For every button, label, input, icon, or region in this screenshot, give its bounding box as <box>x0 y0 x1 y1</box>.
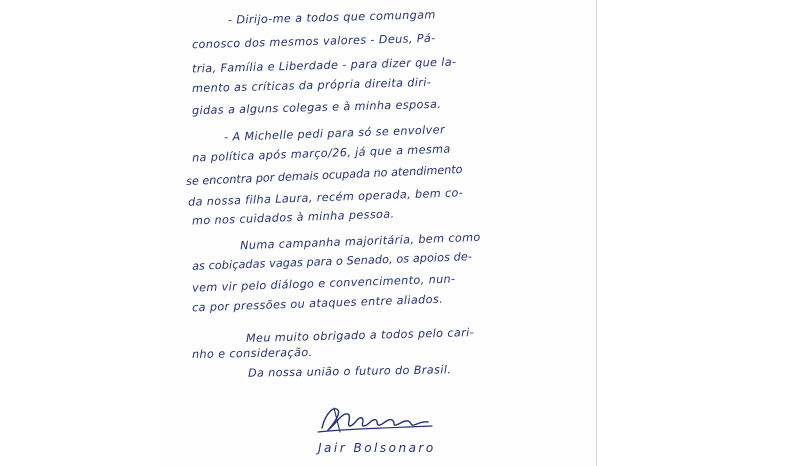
letter-line: vem vir pelo diálogo e convencimento, nun- <box>191 272 456 295</box>
letter-line: Numa campanha majoritária, bem como <box>239 230 481 253</box>
letter-line: mento as críticas da própria direita diri- <box>191 75 432 96</box>
handwritten-signature <box>314 402 438 438</box>
letter-line: se encontra por demais ocupada no atendimento <box>185 162 463 189</box>
letter-line: - A Michelle pedi para só se envolver <box>223 123 446 144</box>
letter-line: - Dirijo-me a todos que comungam <box>227 8 436 27</box>
signer-name: Jair Bolsonaro <box>318 441 436 455</box>
letter-line: gidas a alguns colegas e à minha esposa. <box>191 97 442 118</box>
letter-line: na política após março/26, já que a mesma <box>191 142 451 165</box>
letter-line: Da nossa união o futuro do Brasil. <box>247 363 452 380</box>
letter-line: conosco dos mesmos valores - Deus, Pá- <box>191 31 436 52</box>
letter-line: as cobiçadas vagas para o Senado, os apoios de- <box>191 250 473 273</box>
letter-page <box>166 0 597 466</box>
letter-line: tria, Família e Liberdade - para dizer que la- <box>191 55 457 76</box>
letter-line: Meu muito obrigado a todos pelo cari- <box>245 326 475 345</box>
letter-line: nho e consideração. <box>191 345 313 362</box>
letter-line: da nossa filha Laura, recém operada, bem co- <box>187 186 464 209</box>
letter-line: mo nos cuidados à minha pessoa. <box>191 207 395 228</box>
letter-line: ca por pressões ou ataques entre aliados. <box>191 292 444 315</box>
